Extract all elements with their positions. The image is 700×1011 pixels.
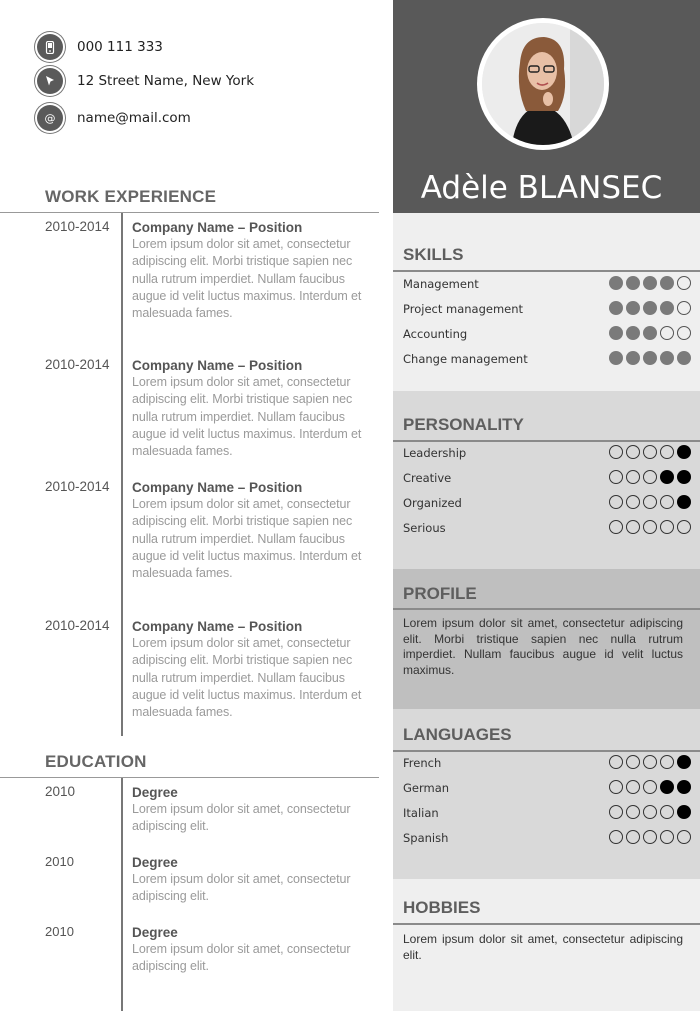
rating-dot-filled [677,780,691,794]
work-timeline-line [121,213,123,736]
rating-dots [609,276,691,290]
work-title: Company Name – Position [132,619,303,634]
contact-address [37,67,254,95]
work-title: Company Name – Position [132,480,303,495]
rating-dot-filled [677,445,691,459]
rating-dot-filled [626,351,640,365]
rating-dots [609,495,691,509]
education-description: Lorem ipsum dolor sit amet, consectetur adipiscing elit. [132,872,351,904]
rating-dot-filled [643,276,657,290]
rating-dot-empty [626,470,640,484]
rating-dot-filled [609,351,623,365]
languages-row [403,830,691,848]
rating-dot-empty [660,445,674,459]
full-name: Adèle BLANSEC [420,170,663,206]
rating-dot-filled [660,780,674,794]
personality-label: Leadership [403,446,467,460]
skills-row [403,351,691,369]
rating-dot-empty [660,520,674,534]
rating-dot-filled [643,326,657,340]
rating-dot-filled [677,470,691,484]
education-title: Degree [132,855,178,870]
skills-divider [393,270,700,272]
rating-dot-empty [609,445,623,459]
education-heading: EDUCATION [45,752,147,771]
rating-dots [609,830,691,844]
rating-dot-empty [609,805,623,819]
rating-dots [609,520,691,534]
profile-divider [393,608,700,610]
email-text: name@mail.com [77,110,191,126]
rating-dot-filled [643,351,657,365]
personality-label: Serious [403,521,446,535]
languages-row [403,805,691,823]
avatar-frame [477,18,609,150]
rating-dot-filled [626,301,640,315]
work-description: Lorem ipsum dolor sit amet, consectetur adipiscing elit. Morbi tristique sapien nec nulla rutrum imperdiet. Nullam faucibus augue id velit luctus maximus. Interdum et malesuada fames. [132,636,362,720]
rating-dot-empty [609,830,623,844]
rating-dot-empty [660,495,674,509]
personality-label: Organized [403,496,462,510]
skills-label: Change management [403,352,528,366]
profile-heading: PROFILE [403,584,477,603]
languages-divider [393,750,700,752]
personality-heading: PERSONALITY [403,415,524,434]
rating-dot-filled [677,755,691,769]
rating-dot-filled [660,301,674,315]
rating-dot-empty [626,805,640,819]
rating-dots [609,326,691,340]
work-title: Company Name – Position [132,358,303,373]
rating-dot-empty [677,830,691,844]
rating-dot-filled [677,495,691,509]
profile-section [393,569,700,709]
rating-dot-empty [677,276,691,290]
rating-dot-empty [626,520,640,534]
hobbies-section [393,879,700,1011]
hobbies-text: Lorem ipsum dolor sit amet, consectetur adipiscing elit. [403,932,683,962]
personality-divider [393,440,700,442]
work-date: 2010-2014 [45,618,110,633]
rating-dot-empty [677,520,691,534]
skills-heading: SKILLS [403,245,464,264]
rating-dot-empty [660,326,674,340]
rating-dot-empty [609,495,623,509]
rating-dots [609,780,691,794]
languages-section [393,709,700,879]
languages-heading: LANGUAGES [403,725,512,744]
rating-dot-empty [626,445,640,459]
personality-row [403,520,691,538]
languages-row [403,755,691,773]
personality-row [403,495,691,513]
address-text: 12 Street Name, New York [77,73,255,89]
personality-row [403,470,691,488]
rating-dot-empty [677,301,691,315]
rating-dot-empty [643,805,657,819]
at-icon: @ [37,105,63,131]
rating-dot-empty [660,805,674,819]
skills-row [403,301,691,319]
rating-dot-filled [609,301,623,315]
skills-label: Accounting [403,327,468,341]
location-pointer-icon [37,68,63,94]
languages-label: Italian [403,806,439,820]
skills-row [403,326,691,344]
rating-dot-empty [609,470,623,484]
rating-dot-empty [643,495,657,509]
name-header [393,0,700,213]
languages-label: Spanish [403,831,449,845]
work-title: Company Name – Position [132,220,303,235]
rating-dot-empty [643,830,657,844]
rating-dot-empty [643,755,657,769]
rating-dot-filled [660,351,674,365]
work-divider [0,212,379,213]
hobbies-divider [393,923,700,925]
rating-dot-empty [609,755,623,769]
languages-label: French [403,756,442,770]
rating-dot-empty [609,520,623,534]
education-date: 2010 [45,924,74,939]
skills-section [393,213,700,391]
rating-dot-filled [609,276,623,290]
rating-dot-empty [660,830,674,844]
skills-label: Management [403,277,479,291]
work-description: Lorem ipsum dolor sit amet, consectetur adipiscing elit. Morbi tristique sapien nec nulla rutrum imperdiet. Nullam faucibus augue id velit luctus maximus. Interdum et malesuada fames. [132,375,362,459]
skills-row [403,276,691,294]
rating-dot-empty [677,326,691,340]
work-date: 2010-2014 [45,357,110,372]
work-experience-heading: WORK EXPERIENCE [45,187,217,206]
rating-dots [609,805,691,819]
personality-section [393,391,700,569]
rating-dot-empty [643,470,657,484]
contact-email [37,104,191,132]
work-date: 2010-2014 [45,479,110,494]
rating-dot-filled [643,301,657,315]
rating-dot-filled [660,276,674,290]
rating-dot-empty [626,780,640,794]
education-timeline-line [121,778,123,1011]
rating-dots [609,470,691,484]
phone-number: 000 111 333 [77,39,163,55]
rating-dots [609,755,691,769]
education-title: Degree [132,925,178,940]
education-date: 2010 [45,854,74,869]
rating-dot-empty [643,445,657,459]
education-date: 2010 [45,784,76,799]
rating-dot-filled [677,351,691,365]
contact-phone [37,33,163,61]
rating-dot-empty [609,780,623,794]
work-description: Lorem ipsum dolor sit amet, consectetur adipiscing elit. Morbi tristique sapien nec nulla rutrum imperdiet. Nullam faucibus augue id velit luctus maximus. Interdum et malesuada fames. [132,237,362,321]
rating-dot-empty [626,495,640,509]
rating-dot-filled [677,805,691,819]
education-divider [0,777,379,778]
rating-dot-filled [609,326,623,340]
education-description: Lorem ipsum dolor sit amet, consectetur adipiscing elit. [132,802,351,834]
work-date: 2010-2014 [45,219,110,234]
rating-dot-empty [643,520,657,534]
rating-dot-empty [626,830,640,844]
rating-dot-filled [660,470,674,484]
profile-text: Lorem ipsum dolor sit amet, consectetur adipiscing elit. Morbi tristique sapien nec nulla rutrum imperdiet. Nullam faucibus augue id velit luctus maximus. [403,616,683,677]
education-description: Lorem ipsum dolor sit amet, consectetur adipiscing elit. [132,942,351,974]
rating-dot-empty [660,755,674,769]
education-title: Degree [132,785,178,800]
rating-dots [609,301,691,315]
rating-dots [609,351,691,365]
hobbies-heading: HOBBIES [403,898,481,917]
personality-row [403,445,691,463]
phone-icon [37,34,63,60]
personality-label: Creative [403,471,452,485]
skills-label: Project management [403,302,524,316]
avatar [482,23,604,145]
rating-dot-empty [626,755,640,769]
rating-dots [609,445,691,459]
languages-row [403,780,691,798]
rating-dot-filled [626,276,640,290]
rating-dot-filled [626,326,640,340]
languages-label: German [403,781,450,795]
rating-dot-empty [643,780,657,794]
work-description: Lorem ipsum dolor sit amet, consectetur adipiscing elit. Morbi tristique sapien nec nulla rutrum imperdiet. Nullam faucibus augue id velit luctus maximus. Interdum et malesuada fames. [132,497,362,581]
